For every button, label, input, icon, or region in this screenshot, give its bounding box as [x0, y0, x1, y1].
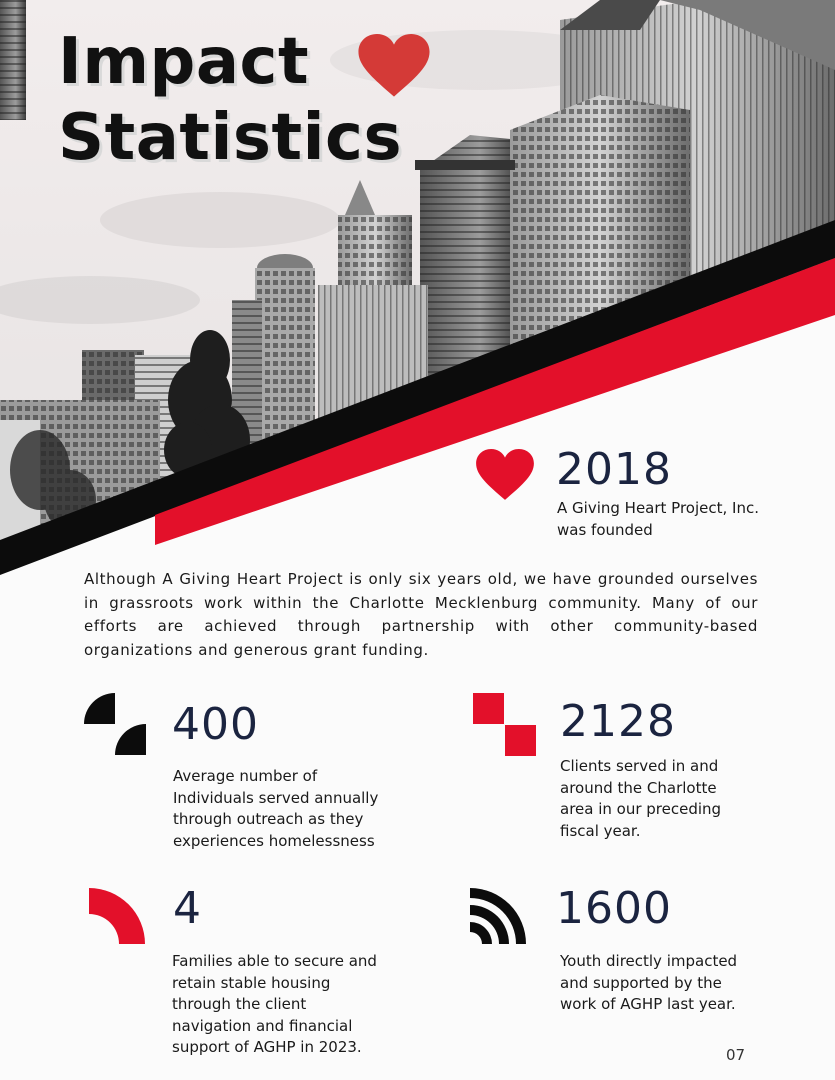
stat-description — [173, 766, 378, 852]
stat-line: Average number of — [173, 767, 318, 785]
stat-value: 4 — [173, 883, 202, 934]
stat-line: Clients served in and — [560, 757, 719, 775]
stat-line: area in our preceding — [560, 800, 722, 818]
arc-icon — [89, 888, 145, 944]
intro-paragraph: Although A Giving Heart Project is only six years old, we have grounded ourselves in grassroots work within the Charlotte Mecklenburg community. Many of our efforts are achieved through partnership with other community-based organizations and generous grant funding. — [84, 570, 758, 659]
title-line-2: Statistics — [58, 101, 403, 175]
founded-caption-line-1: A Giving Heart Project, Inc. — [557, 499, 759, 517]
checker-squares-icon — [473, 693, 536, 756]
stat-description — [560, 756, 721, 842]
heart-icon — [476, 449, 534, 501]
heart-icon — [358, 34, 430, 98]
stat-value: 2128 — [560, 696, 676, 747]
title-line-1: Impact — [58, 25, 310, 99]
rainbow-arcs-icon — [470, 888, 526, 944]
stat-line: experiences homelessness — [173, 831, 375, 850]
stat-value: 1600 — [556, 883, 672, 934]
founded-caption-line-2: was founded — [557, 520, 653, 539]
founded-year: 2018 — [556, 444, 672, 495]
stat-line: support of AGHP in 2023. — [172, 1038, 362, 1056]
stat-line: retain stable housing — [172, 973, 331, 992]
page-number: 07 — [726, 1046, 746, 1064]
stat-line: navigation and financial — [172, 1016, 353, 1035]
stat-line: and supported by the — [560, 973, 722, 992]
stat-line: through the client — [172, 995, 307, 1013]
quarter-circles-icon — [84, 693, 146, 755]
page-title — [58, 24, 402, 176]
stat-line: around the Charlotte — [560, 778, 717, 797]
stat-line: Youth directly impacted — [560, 952, 738, 970]
stat-description — [172, 951, 377, 1059]
stat-line: Families able to secure and — [172, 952, 377, 970]
stat-line: work of AGHP last year. — [560, 995, 736, 1013]
stat-line: through outreach as they — [173, 810, 364, 828]
stat-value: 400 — [172, 699, 259, 750]
stat-description — [560, 951, 737, 1016]
stat-line: Individuals served annually — [173, 788, 379, 807]
founded-caption — [557, 498, 759, 541]
stat-line: fiscal year. — [560, 821, 641, 840]
